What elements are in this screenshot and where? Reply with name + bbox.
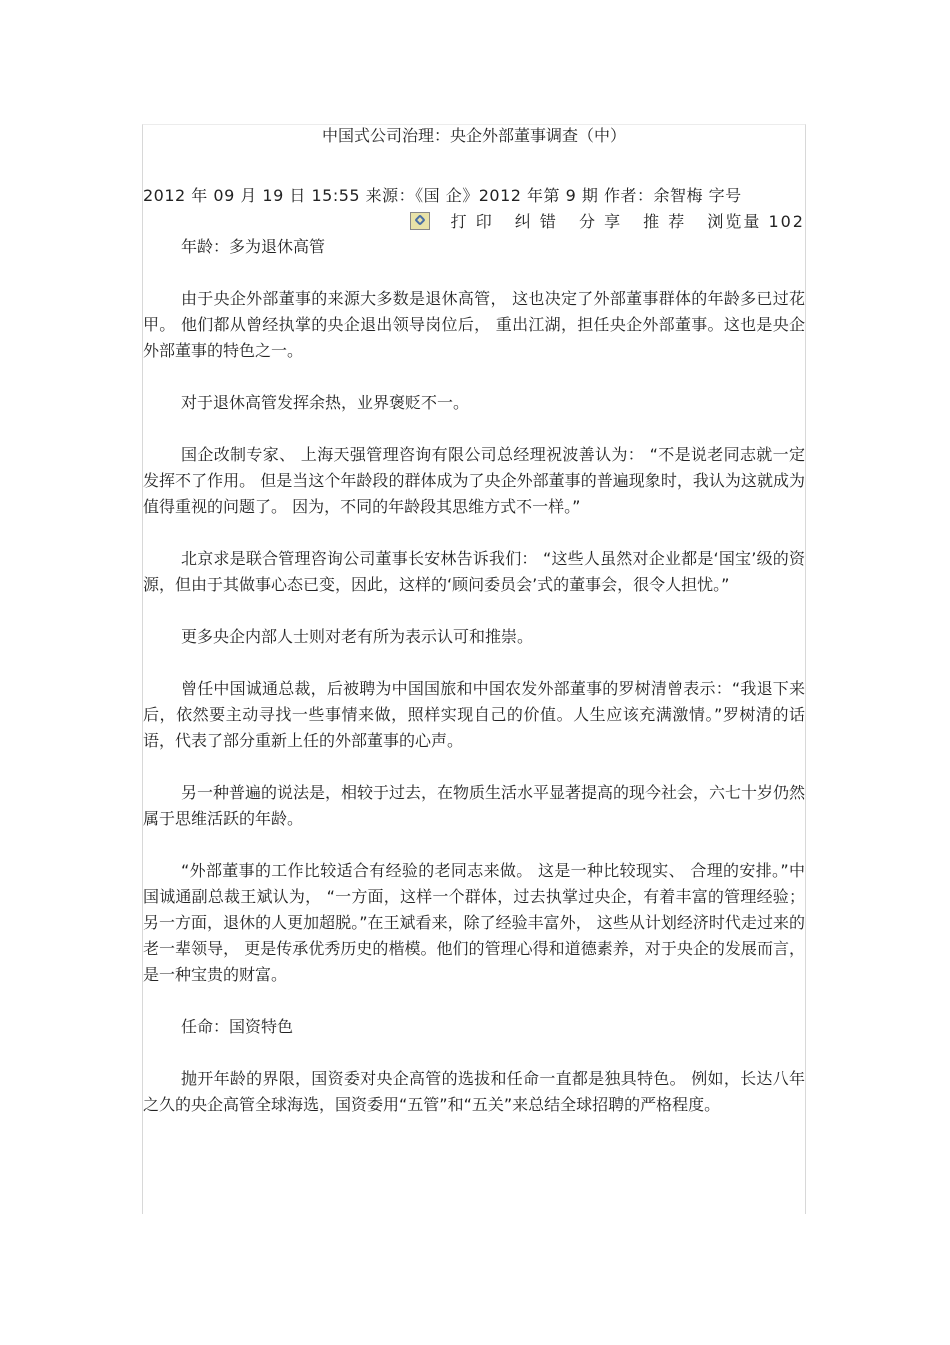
paragraph-5: 更多央企内部人士则对老有所为表示认可和推崇。 — [181, 627, 534, 646]
paragraph-1: 由于央企外部董事的来源大多数是退休高管， 这也决定了外部董事群体的年龄多已过花甲。 他们都从曾经执掌的央企退出领导岗位后， 重出江湖，担任央企外部董事。这也是央企外部董事的特色之一。 — [143, 289, 805, 360]
recommend-link[interactable]: 推 荐 — [643, 212, 687, 231]
paragraph-4: 北京求是联合管理咨询公司董事长安林告诉我们： “这些人虽然对企业都是‘国宝’级的资源，但由于其做事心态已变，因此，这样的‘顾问委员会’式的董事会，很令人担忧。” — [143, 549, 805, 594]
section-heading-age: 年龄：多为退休高管 — [181, 237, 326, 256]
print-link[interactable]: 打 印 — [450, 212, 494, 231]
article-title: 中国式公司治理：央企外部董事调查（中） — [321, 126, 626, 145]
share-link[interactable]: 分 享 — [578, 212, 623, 231]
section-heading-appointment: 任命：国资特色 — [181, 1017, 294, 1036]
paragraph-3: 国企改制专家、 上海天强管理咨询有限公司总经理祝波善认为： “不是说老同志就一定发挥不了作用。 但是当这个年龄段的群体成为了央企外部董事的普遍现象时，我认为这就成为值得重视的问题了。 因为，不同的年龄段其思维方式不一样。” — [143, 445, 805, 516]
paragraph-9: 抛开年龄的界限，国资委对央企高管的选拔和任命一直都是独具特色。 例如，长达八年之久的央企高管全球海选，国资委用“五管”和“五关”来总结全球招聘的严格程度。 — [143, 1069, 805, 1114]
article-content — [143, 124, 805, 1118]
paragraph-6: 曾任中国诚通总裁，后被聘为中国国旅和中国农发外部董事的罗树清曾表示：“我退下来后，依然要主动寻找一些事情来做，照样实现自己的价值。人生应该充满激情。”罗树清的话语，代表了部分重新上任的外部董事的心声。 — [143, 679, 805, 750]
article-meta: 2012 年 09 月 19 日 15:55 来源：《国 企》2012 年第 9 期 作者：余智梅 字号 — [143, 186, 742, 205]
article-toolbar — [143, 210, 805, 234]
paragraph-8: “外部董事的工作比较适合有经验的老同志来做。 这是一种比较现实、 合理的安排。”中国诚通副总裁王斌认为， “一方面，这样一个群体，过去执掌过央企，有着丰富的管理经验；另一方面，退休的人更加超脱。”在王斌看来，除了经验丰富外， 这些从计划经济时代走过来的老一辈领导， 更是传承优秀历史的楷模。他们的管理心得和道德素养，对于央企的发展而言，是一种宝贵的财富。 — [143, 861, 805, 984]
paragraph-2: 对于退休高管发挥余热，业界褒贬不一。 — [181, 393, 470, 412]
paragraph-7: 另一种普遍的说法是，相较于过去，在物质生活水平显著提高的现今社会，六七十岁仍然属于思维活跃的年龄。 — [143, 783, 806, 828]
print-icon[interactable] — [410, 212, 430, 230]
correct-link[interactable]: 纠 错 — [514, 212, 558, 231]
view-count: 浏览量 102 — [707, 212, 805, 231]
